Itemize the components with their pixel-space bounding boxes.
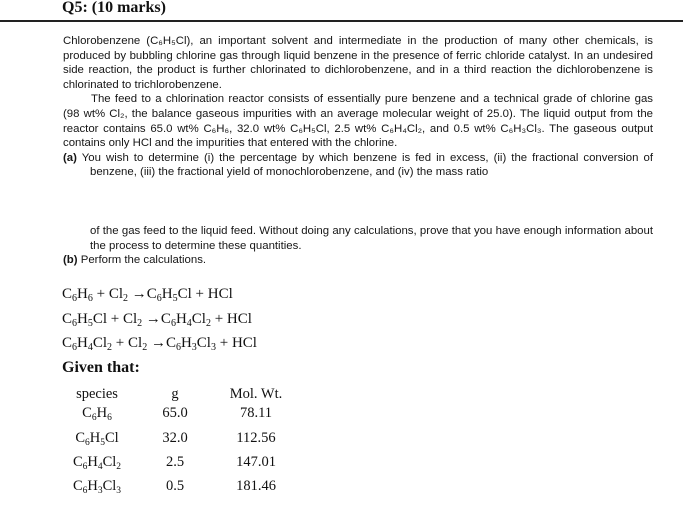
given-title: Given that:: [62, 359, 140, 376]
mw-value: 78.11: [239, 405, 273, 421]
mw-header: Mol. Wt.: [229, 386, 283, 402]
reaction-1: $C_6H_6 + Cl_2 \to C_6H_5Cl$ + HCl: [62, 286, 233, 304]
problem-paragraph-2: The feed to a chlorination reactor consists of essentially pure benzene and a technical grade of chlorine gas (98 wt% Cl₂, the balance gaseous impurities with an average molecular weight of 25.0). The liquid output from the reactor contains 65.0 wt% C₆H₆, 32.0 wt% C₆H₅Cl, 2.5 wt% C₆H₄Cl₂, and 0.5 wt% C₆H₃Cl₃. The gaseous output contains only HCl and the impurities that entered with the chlorine.: [63, 93, 653, 150]
part-b: [63, 253, 653, 268]
species-c6h6: $C_6H_6$: [82, 405, 112, 423]
question-header: [0, 0, 683, 22]
mass-header: g: [171, 386, 179, 402]
reaction-3: $C_6H_4Cl_2 + Cl_2 \to C_6H_3Cl_3$ + HCl: [62, 335, 257, 353]
problem-text: [63, 34, 653, 268]
species-c6h4cl2: $C_6H_4Cl_2$: [72, 454, 122, 472]
mass-value: 0.5: [165, 478, 185, 494]
mass-value: 2.5: [165, 454, 185, 470]
mass-value: 65.0: [162, 405, 188, 421]
part-a: [63, 151, 653, 180]
species-header: species: [76, 386, 118, 402]
part-a-label: (a): [63, 151, 77, 164]
part-b-text: Perform the calculations.: [80, 254, 207, 267]
part-a-text: You wish to determine (i) the percentage by which benzene is fed in excess, (ii) the fractional conversion of benzene, (iii) the fractional yield of monochlorobenzene, and (iv) the mass ratio: [81, 151, 653, 179]
species-c6h5cl: $C_6H_5Cl$: [75, 430, 119, 448]
mw-value: 181.46: [236, 478, 276, 494]
header-divider: [0, 20, 683, 22]
question-title: Q5: (10 marks): [62, 0, 166, 16]
mass-value: 32.0: [162, 430, 188, 446]
species-c6h3cl3: $C_6H_3Cl_3$: [72, 478, 122, 496]
reaction-2: $C_6H_5Cl + Cl_2 \to C_6H_4Cl_2$ + HCl: [62, 311, 252, 329]
part-b-label: (b): [63, 254, 78, 267]
mw-value: 147.01: [236, 454, 276, 470]
mw-value: 112.56: [236, 430, 276, 446]
problem-paragraph-1: Chlorobenzene (C₆H₅Cl), an important solvent and intermediate in the production of many other chemicals, is produced by bubbling chlorine gas through liquid benzene in the presence of ferric chloride catalyst. In an undesired side reaction, the product is further chlorinated to dichlorobenzene, and in a third reaction the dichlorobenzene is chlorinated to trichlorobenzene.: [63, 35, 653, 91]
part-a-continued: of the gas feed to the liquid feed. Without doing any calculations, prove that you have enough information about the process to determine these quantities.: [90, 224, 653, 252]
